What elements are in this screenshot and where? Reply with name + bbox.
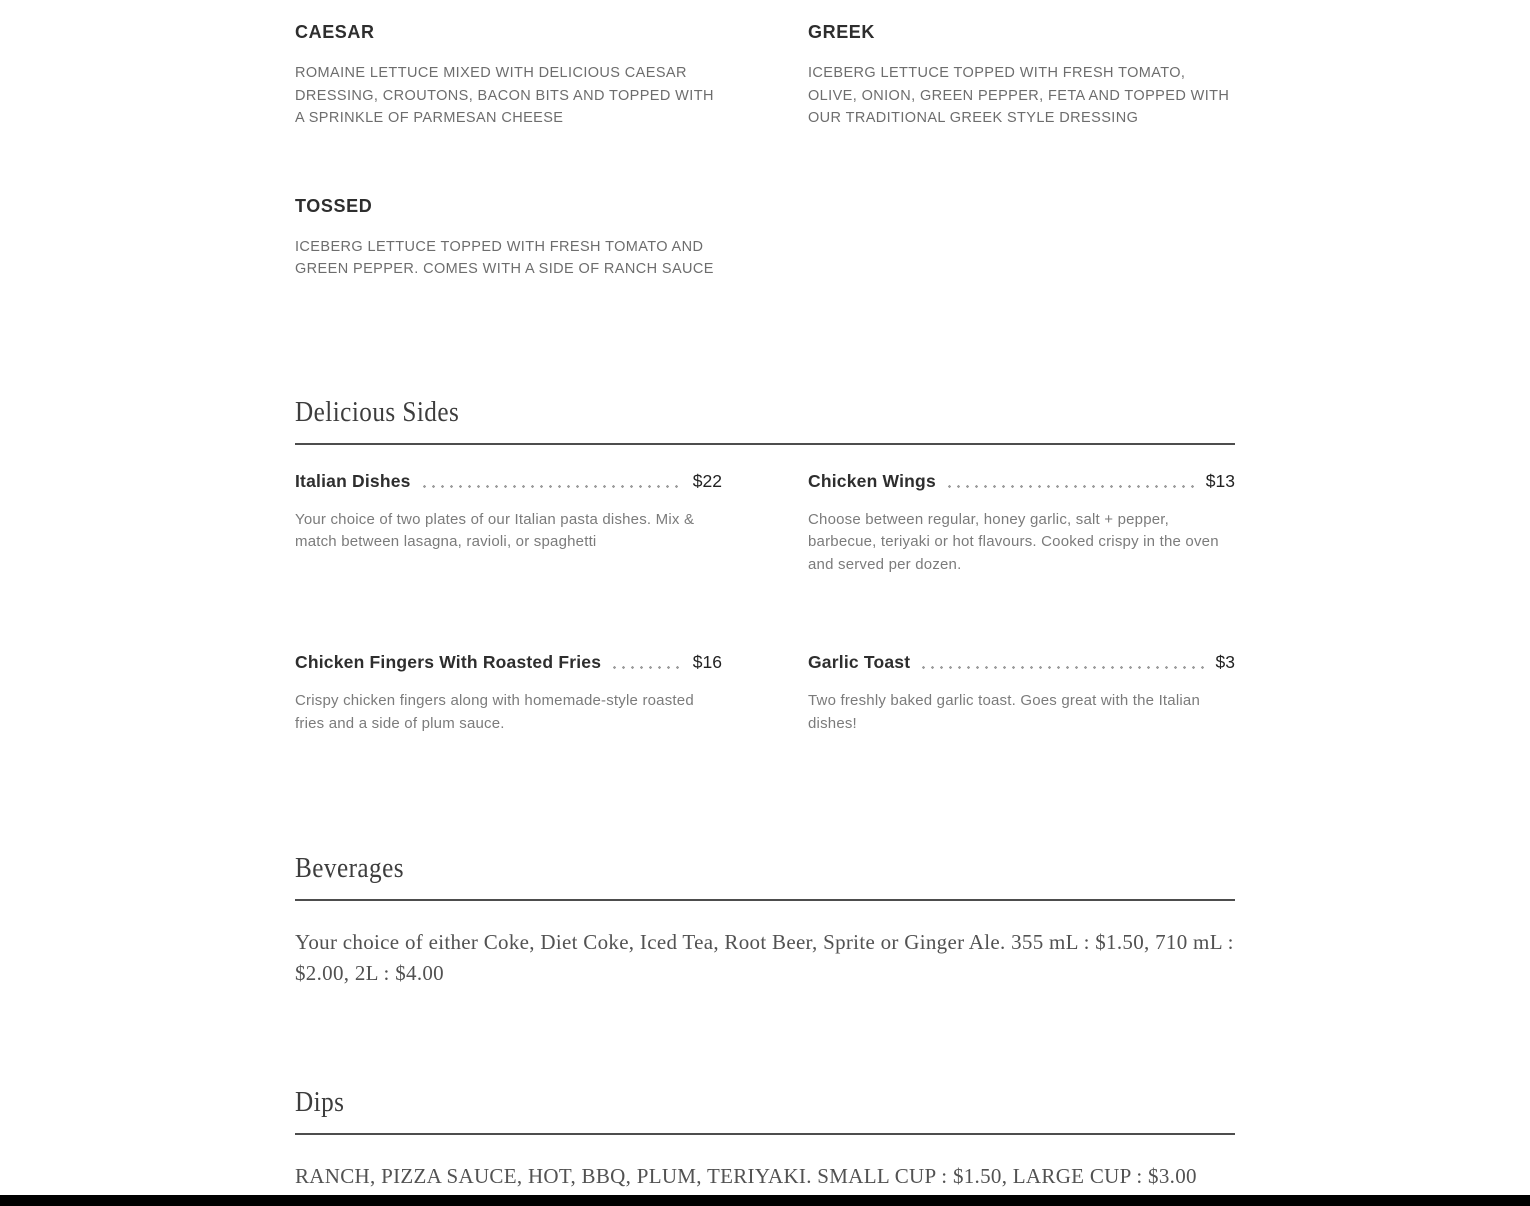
salad-item <box>295 22 722 130</box>
footer-bar <box>0 1195 1530 1206</box>
salad-item <box>808 22 1235 130</box>
section-title: Delicious Sides <box>295 396 460 428</box>
menu-item-name: Garlic Toast <box>808 652 911 672</box>
section-divider <box>295 1133 1235 1135</box>
section-dips <box>295 1087 1235 1192</box>
dot-leader <box>936 471 1206 492</box>
salad-description: ICEBERG LETTUCE TOPPED WITH FRESH TOMATO, OLIVE, ONION, GREEN PEPPER, FETA AND TOPPED WITH OUR TRADITIONAL GREEK STYLE DRESSING <box>808 65 1230 126</box>
menu-page <box>295 0 1235 1192</box>
salad-name: TOSSED <box>295 195 373 216</box>
menu-item-name: Chicken Wings <box>808 470 936 491</box>
dips-description: RANCH, PIZZA SAUCE, HOT, BBQ, PLUM, TERIYAKI. SMALL CUP : $1.50, LARGE CUP : $3.00 <box>295 1164 1197 1188</box>
salad-item-empty <box>808 196 1235 281</box>
menu-item <box>295 652 722 735</box>
menu-item-name: Italian Dishes <box>295 470 411 491</box>
menu-item <box>295 471 722 577</box>
dot-leader <box>910 652 1215 673</box>
salad-description: ROMAINE LETTUCE MIXED WITH DELICIOUS CAESAR DRESSING, CROUTONS, BACON BITS AND TOPPED WITH A SPRINKLE OF PARMESAN CHEESE <box>295 65 714 126</box>
salad-description: ICEBERG LETTUCE TOPPED WITH FRESH TOMATO AND GREEN PEPPER. COMES WITH A SIDE OF RANCH SAUCE <box>295 238 714 277</box>
section-divider <box>295 443 1235 445</box>
sides-items-grid <box>295 471 1235 736</box>
beverages-description: Your choice of either Coke, Diet Coke, Iced Tea, Root Beer, Sprite or Ginger Ale. 355 mL : $1.50, 710 mL : $2.00, 2L : $4.00 <box>295 930 1234 985</box>
section-delicious-sides <box>295 397 1235 736</box>
menu-item-row <box>808 471 1235 492</box>
menu-item-description: Choose between regular, honey garlic, salt + pepper, barbecue, teriyaki or hot flavours. Cooked crispy in the oven and served per dozen. <box>808 510 1219 573</box>
menu-item <box>808 471 1235 577</box>
salads-grid <box>295 22 1235 281</box>
menu-item <box>808 652 1235 735</box>
menu-item-row <box>295 471 722 492</box>
menu-item-price: $22 <box>692 470 722 491</box>
menu-item-price: $16 <box>692 652 722 672</box>
section-title: Dips <box>295 1087 345 1118</box>
menu-item-description: Crispy chicken fingers along with homemade-style roasted fries and a side of plum sauce. <box>295 692 694 732</box>
section-divider <box>295 899 1235 901</box>
section-title: Beverages <box>295 853 404 884</box>
section-beverages <box>295 853 1235 989</box>
menu-item-row <box>295 652 722 673</box>
dot-leader <box>411 471 693 492</box>
menu-item-price: $13 <box>1205 470 1235 491</box>
menu-item-price: $3 <box>1215 652 1235 672</box>
menu-item-description: Your choice of two plates of our Italian pasta dishes. Mix & match between lasagna, ravioli, or spaghetti <box>295 510 695 550</box>
salad-name: GREEK <box>808 22 876 42</box>
dot-leader <box>601 652 693 673</box>
salad-name: CAESAR <box>295 22 375 42</box>
menu-item-description: Two freshly baked garlic toast. Goes great with the Italian dishes! <box>808 692 1200 732</box>
menu-item-row <box>808 652 1235 673</box>
salad-item <box>295 196 722 281</box>
menu-item-name: Chicken Fingers With Roasted Fries <box>295 652 602 672</box>
